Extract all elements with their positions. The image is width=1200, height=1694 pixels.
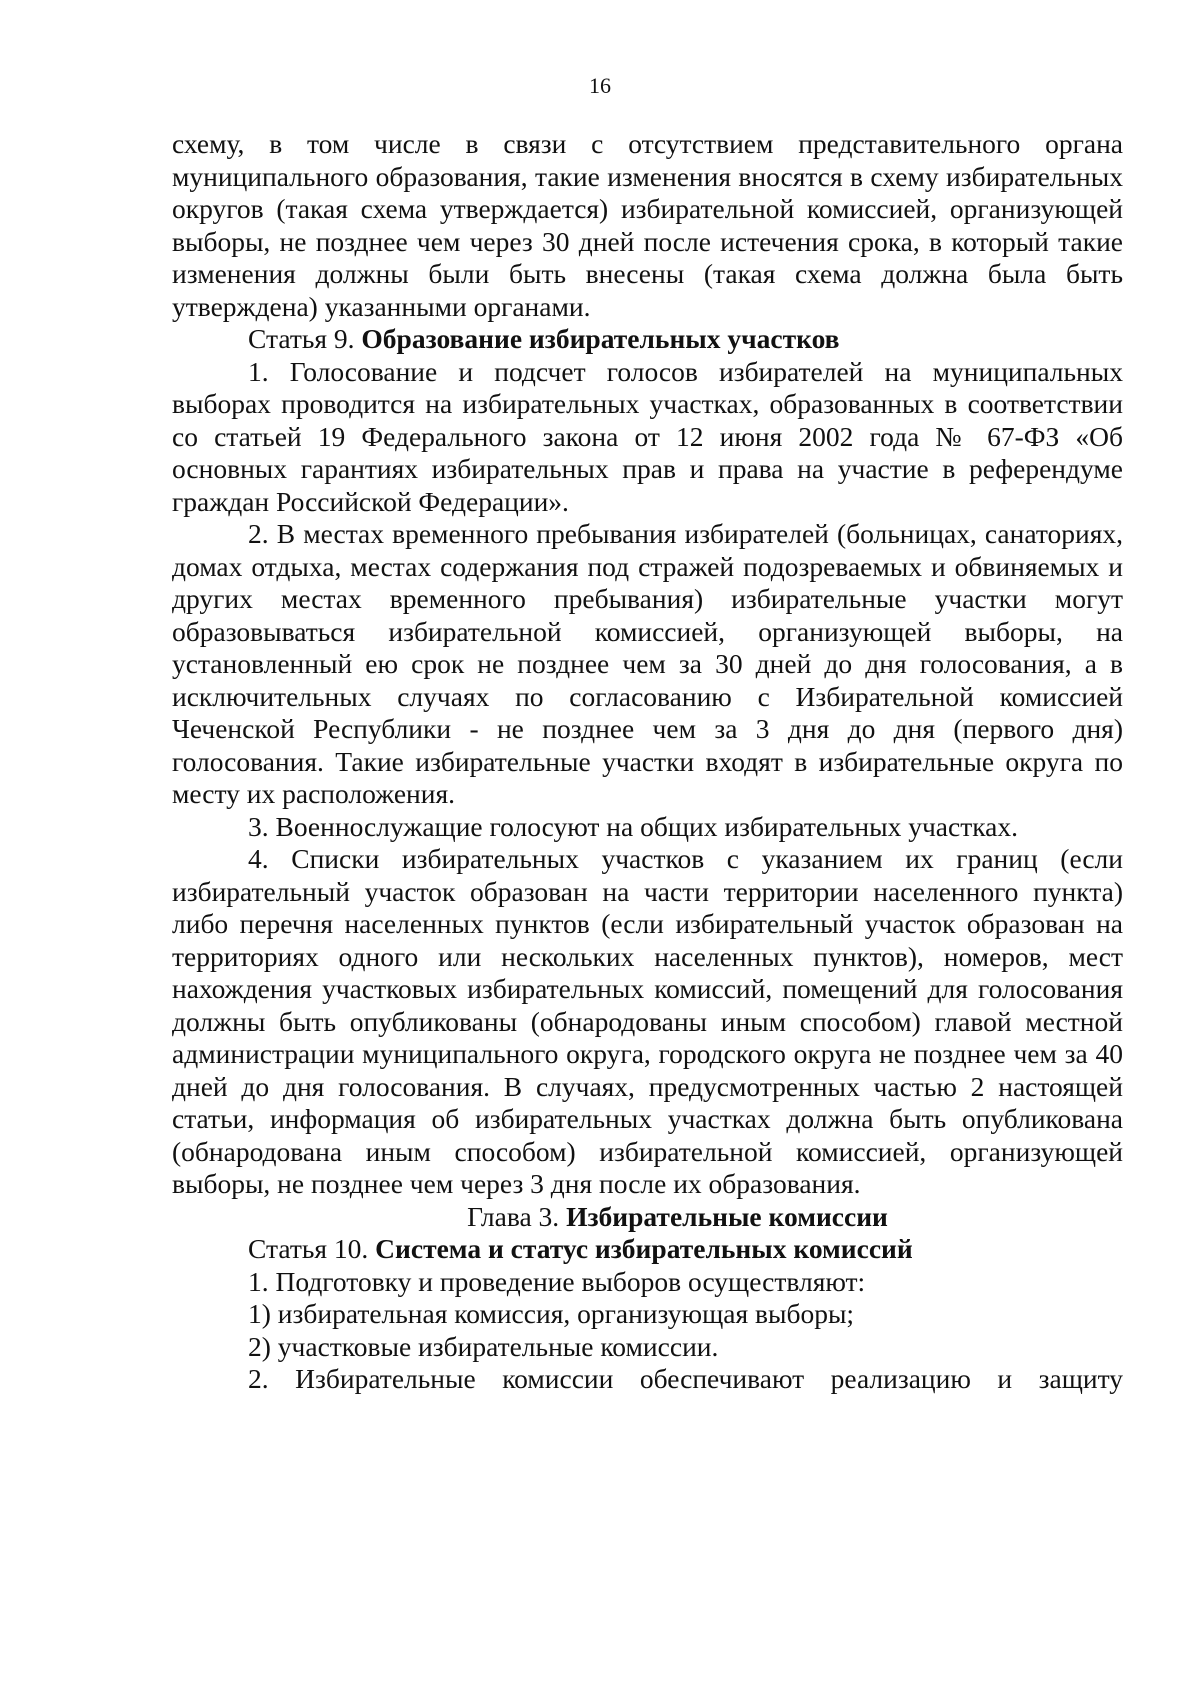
article-9-title: Образование избирательных участков: [361, 323, 840, 354]
article-9-paragraph-4: 4. Списки избирательных участков с указанием их границ (если избирательный участок образован на части территории населенного пункта) либо перечня населенных пунктов (если избирательный участок образован на территориях одного или нескольких населенных пунктов), номеров, мест нахождения участковых избирательных комиссий, помещений для голосования должны быть опубликованы (обнародованы иным способом) главой местной администрации муниципального округа, городского округа не позднее чем за 40 дней до дня голосования. В случаях, предусмотренных частью 2 настоящей статьи, информация об избирательных участках должна быть опубликована (обнародована иным способом) избирательной комиссией, организующей выборы, не позднее чем через 3 дня после их образования.: [172, 843, 1123, 1199]
chapter-3-heading: [172, 1201, 1123, 1234]
article-10-paragraph-1: 1. Подготовку и проведение выборов осуществляют:: [248, 1265, 866, 1297]
article-9-heading: [172, 323, 1123, 356]
article-10-prefix: Статья 10.: [248, 1233, 369, 1264]
chapter-3-title: Избирательные комиссии: [566, 1200, 888, 1232]
article-10-paragraph-2: 2. Избирательные комиссии обеспечивают реализацию и защиту: [248, 1363, 1123, 1394]
article-10-list-item-1: 1) избирательная комиссия, организующая выборы;: [248, 1298, 855, 1329]
article-9-paragraph-3: 3. Военнослужащие голосуют на общих избирательных участках.: [248, 810, 1018, 842]
article-9-prefix: Статья 9.: [248, 323, 355, 354]
document-body: [172, 128, 1123, 1396]
article-10-title: Система и статус избирательных комиссий: [375, 1233, 913, 1264]
article-10-list-item-2: 2) участковые избирательные комиссии.: [248, 1330, 719, 1362]
article-9-paragraph-1: 1. Голосование и подсчет голосов избирателей на муниципальных выборах проводится на избирательных участках, образованных в соответствии со статьей 19 Федерального закона от 12 июня 2002 года № 67-ФЗ «Об основных гарантиях избирательных прав и права на участие в референдуме граждан Российской Федерации».: [172, 355, 1123, 517]
article-9-paragraph-2: 2. В местах временного пребывания избирателей (больницах, санаториях, домах отдыха, местах содержания под стражей подозреваемых и обвиняемых и других местах временного пребывания) избирательные участки могут образовываться избирательной комиссией, организующей выборы, на установленный ею срок не позднее чем за 30 дней до дня голосования, а в исключительных случаях по согласованию с Избирательной комиссией Чеченской Республики - не позднее чем за 3 дня до дня (первого дня) голосования. Такие избирательные участки входят в избирательные округа по месту их расположения.: [172, 518, 1123, 809]
page-number: 16: [589, 73, 611, 98]
article-10-heading: [172, 1233, 1123, 1266]
intro-paragraph: схему, в том числе в связи с отсутствием представительного органа муниципального образования, такие изменения вносятся в схему избирательных округов (такая схема утверждается) избирательной комиссией, организующей выборы, не позднее чем через 30 дней после истечения срока, в который такие изменения должны были быть внесены (такая схема должна была быть утверждена) указанными органами.: [172, 128, 1123, 322]
chapter-3-prefix: Глава 3.: [467, 1200, 560, 1232]
